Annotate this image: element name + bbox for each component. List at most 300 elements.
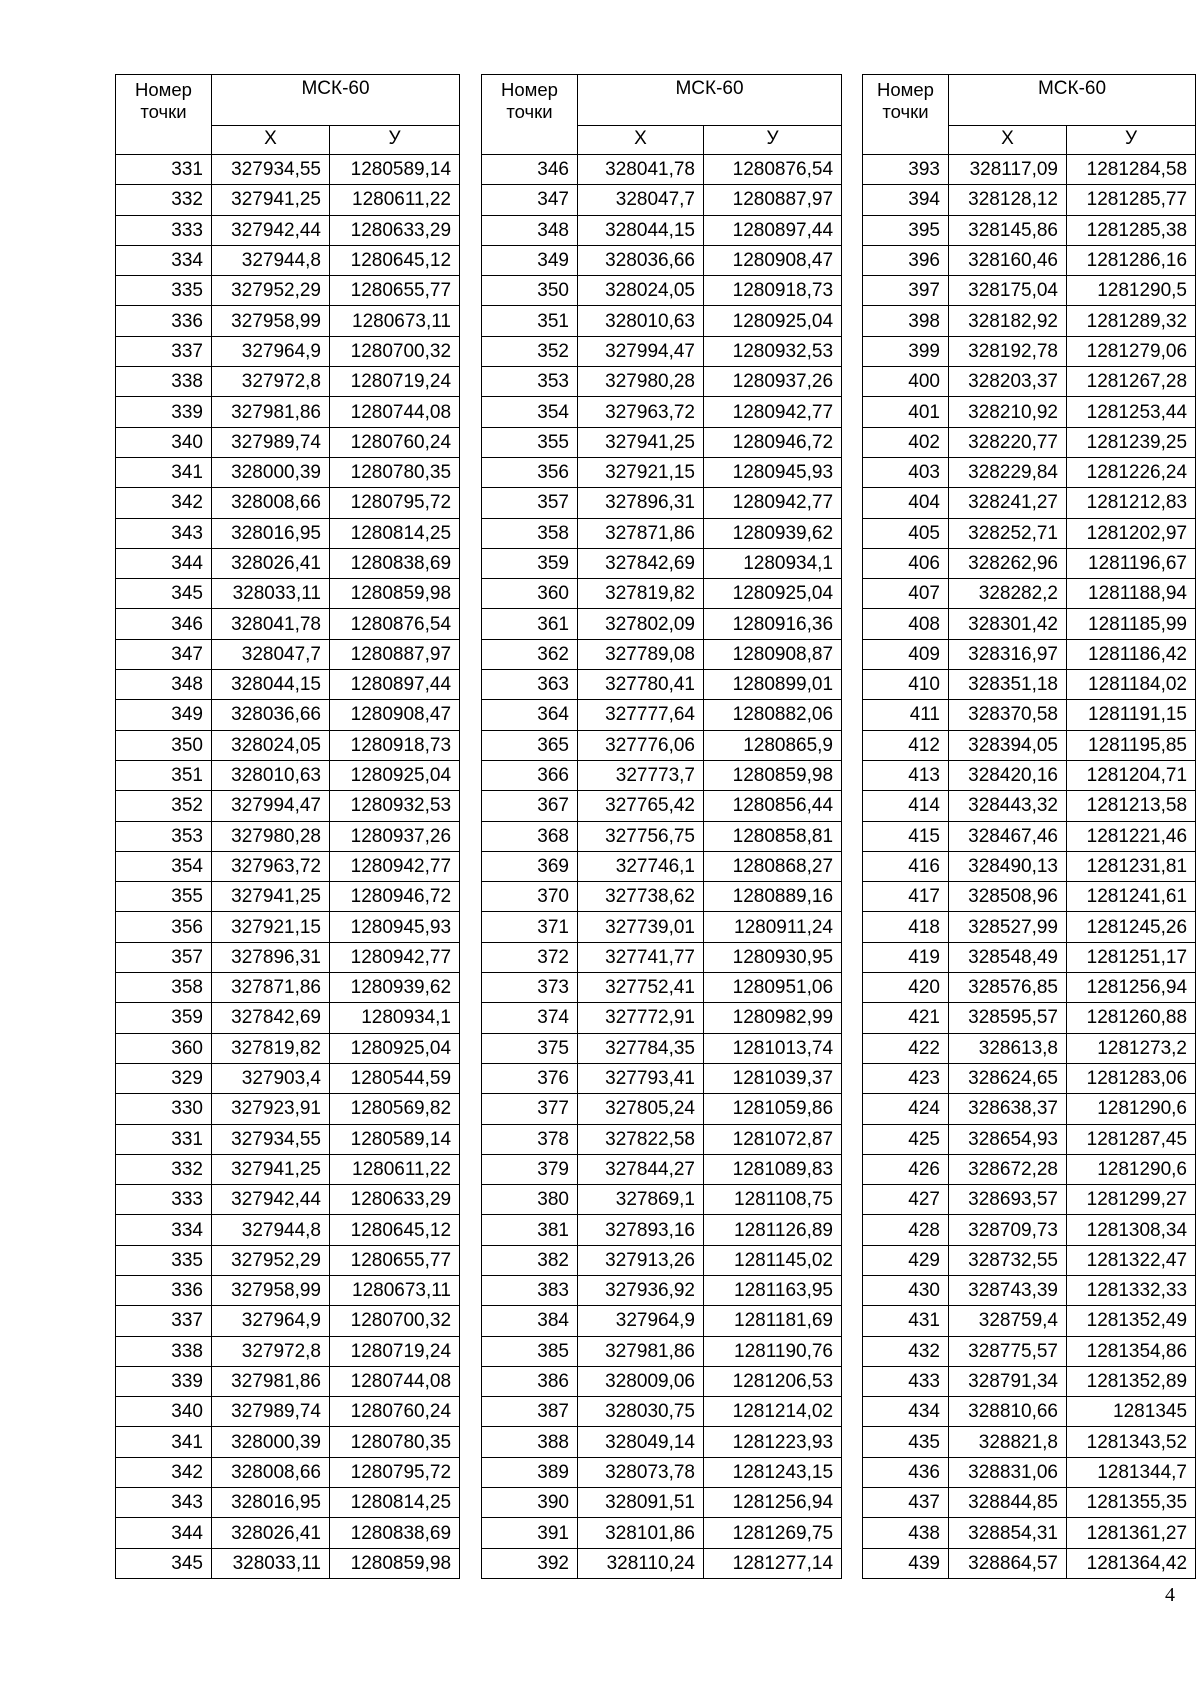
x-coordinate-cell: 327994,47	[578, 336, 704, 366]
y-header: У	[704, 126, 842, 155]
y-coordinate-cell: 1281299,27	[1067, 1185, 1196, 1215]
y-coordinate-cell: 1281352,49	[1067, 1306, 1196, 1336]
y-coordinate-cell: 1280700,32	[330, 1306, 460, 1336]
point-number-cell: 332	[116, 1154, 212, 1184]
point-number-cell: 348	[482, 215, 578, 245]
y-coordinate-cell: 1281184,02	[1067, 670, 1196, 700]
y-coordinate-cell: 1280942,77	[704, 488, 842, 518]
table-row	[482, 518, 842, 548]
table-row	[863, 215, 1196, 245]
y-coordinate-cell: 1281269,75	[704, 1518, 842, 1548]
x-coordinate-cell: 328351,18	[949, 670, 1067, 700]
table-row	[116, 700, 460, 730]
point-number-cell: 411	[863, 700, 949, 730]
point-number-cell: 344	[116, 548, 212, 578]
table-row	[482, 1336, 842, 1366]
point-number-cell: 403	[863, 457, 949, 487]
table-row	[863, 488, 1196, 518]
table-row	[116, 942, 460, 972]
table-row	[863, 912, 1196, 942]
y-coordinate-cell: 1280925,04	[330, 760, 460, 790]
x-coordinate-cell: 328693,57	[949, 1185, 1067, 1215]
point-number-cell: 360	[116, 1033, 212, 1063]
x-coordinate-cell: 327980,28	[578, 367, 704, 397]
y-coordinate-cell: 1281196,67	[1067, 548, 1196, 578]
x-coordinate-cell: 328864,57	[949, 1548, 1067, 1578]
y-coordinate-cell: 1281279,06	[1067, 336, 1196, 366]
y-coordinate-cell: 1280544,59	[330, 1063, 460, 1093]
point-number-cell: 402	[863, 427, 949, 457]
coordinates-table-1	[115, 74, 460, 1579]
point-number-cell: 365	[482, 730, 578, 760]
point-number-cell: 346	[482, 155, 578, 185]
x-coordinate-cell: 328624,65	[949, 1063, 1067, 1093]
point-number-cell: 437	[863, 1488, 949, 1518]
table-row	[116, 791, 460, 821]
y-coordinate-cell: 1281213,58	[1067, 791, 1196, 821]
point-number-cell: 335	[116, 276, 212, 306]
table-row	[116, 1275, 460, 1305]
table-row	[863, 1457, 1196, 1487]
table-row	[863, 1063, 1196, 1093]
x-coordinate-cell: 327842,69	[212, 1003, 330, 1033]
y-coordinate-cell: 1280925,04	[704, 306, 842, 336]
y-coordinate-cell: 1281013,74	[704, 1033, 842, 1063]
table-row	[482, 730, 842, 760]
point-number-cell: 338	[116, 367, 212, 397]
table-row	[863, 155, 1196, 185]
point-number-cell: 355	[116, 882, 212, 912]
x-coordinate-cell: 328024,05	[212, 730, 330, 760]
table-row	[116, 457, 460, 487]
y-coordinate-cell: 1281223,93	[704, 1427, 842, 1457]
x-coordinate-cell: 327942,44	[212, 215, 330, 245]
table-row	[482, 1033, 842, 1063]
table-row	[863, 367, 1196, 397]
x-coordinate-cell: 327934,55	[212, 155, 330, 185]
table-row	[863, 518, 1196, 548]
y-coordinate-cell: 1280760,24	[330, 1397, 460, 1427]
table-row	[482, 851, 842, 881]
point-number-cell: 360	[482, 579, 578, 609]
y-coordinate-cell: 1280908,47	[704, 245, 842, 275]
y-coordinate-cell: 1280942,77	[330, 942, 460, 972]
x-coordinate-cell: 327972,8	[212, 367, 330, 397]
y-coordinate-cell: 1281239,25	[1067, 427, 1196, 457]
table-row	[863, 973, 1196, 1003]
x-coordinate-cell: 328316,97	[949, 639, 1067, 669]
point-number-cell: 412	[863, 730, 949, 760]
x-coordinate-cell: 327981,86	[212, 397, 330, 427]
table-row	[863, 1275, 1196, 1305]
y-coordinate-cell: 1281089,83	[704, 1154, 842, 1184]
table-row	[116, 518, 460, 548]
x-coordinate-cell: 327805,24	[578, 1094, 704, 1124]
y-coordinate-cell: 1280865,9	[704, 730, 842, 760]
point-number-cell: 348	[116, 670, 212, 700]
page-number: 4	[1165, 1584, 1175, 1606]
table-row	[863, 427, 1196, 457]
y-coordinate-cell: 1280934,1	[330, 1003, 460, 1033]
x-coordinate-cell: 328301,42	[949, 609, 1067, 639]
x-coordinate-cell: 327819,82	[578, 579, 704, 609]
point-number-cell: 384	[482, 1306, 578, 1336]
x-coordinate-cell: 327989,74	[212, 1397, 330, 1427]
x-coordinate-cell: 327752,41	[578, 973, 704, 1003]
y-coordinate-cell: 1281285,38	[1067, 215, 1196, 245]
y-coordinate-cell: 1280838,69	[330, 1518, 460, 1548]
point-number-cell: 436	[863, 1457, 949, 1487]
y-coordinate-cell: 1281343,52	[1067, 1427, 1196, 1457]
point-number-cell: 408	[863, 609, 949, 639]
x-coordinate-cell: 327941,25	[212, 882, 330, 912]
point-number-cell: 340	[116, 1397, 212, 1427]
table-row	[863, 1215, 1196, 1245]
x-coordinate-cell: 327802,09	[578, 609, 704, 639]
point-number-cell: 410	[863, 670, 949, 700]
x-coordinate-cell: 327772,91	[578, 1003, 704, 1033]
x-coordinate-cell: 327765,42	[578, 791, 704, 821]
y-coordinate-cell: 1281221,46	[1067, 821, 1196, 851]
table-row	[482, 215, 842, 245]
y-coordinate-cell: 1280932,53	[330, 791, 460, 821]
y-coordinate-cell: 1280889,16	[704, 882, 842, 912]
x-coordinate-cell: 328791,34	[949, 1366, 1067, 1396]
table-row	[482, 1063, 842, 1093]
table-row	[116, 973, 460, 1003]
point-number-cell: 334	[116, 1215, 212, 1245]
table-row	[863, 1427, 1196, 1457]
x-coordinate-cell: 328282,2	[949, 579, 1067, 609]
point-number-cell: 359	[116, 1003, 212, 1033]
point-number-cell: 369	[482, 851, 578, 881]
x-coordinate-cell: 328047,7	[578, 185, 704, 215]
x-coordinate-cell: 327741,77	[578, 942, 704, 972]
x-coordinate-cell: 328047,7	[212, 639, 330, 669]
table-row	[482, 1185, 842, 1215]
point-number-cell: 389	[482, 1457, 578, 1487]
y-coordinate-cell: 1280719,24	[330, 1336, 460, 1366]
x-coordinate-cell: 328548,49	[949, 942, 1067, 972]
table-row	[116, 609, 460, 639]
table-row	[116, 1094, 460, 1124]
x-coordinate-cell: 327921,15	[578, 457, 704, 487]
y-coordinate-cell: 1281286,16	[1067, 245, 1196, 275]
table-row	[863, 457, 1196, 487]
table-row	[863, 1094, 1196, 1124]
table-row	[482, 245, 842, 275]
point-number-cell: 370	[482, 882, 578, 912]
point-number-cell: 423	[863, 1063, 949, 1093]
system-header: МСК-60	[949, 75, 1196, 126]
point-number-cell: 366	[482, 760, 578, 790]
point-number-cell: 349	[482, 245, 578, 275]
table-row	[863, 670, 1196, 700]
point-number-cell: 420	[863, 973, 949, 1003]
x-coordinate-cell: 327819,82	[212, 1033, 330, 1063]
y-coordinate-cell: 1280939,62	[330, 973, 460, 1003]
point-number-cell: 430	[863, 1275, 949, 1305]
x-coordinate-cell: 327964,9	[578, 1306, 704, 1336]
point-number-cell: 394	[863, 185, 949, 215]
y-coordinate-cell: 1280925,04	[330, 1033, 460, 1063]
point-number-cell: 417	[863, 882, 949, 912]
x-coordinate-cell: 327936,92	[578, 1275, 704, 1305]
x-coordinate-cell: 328192,78	[949, 336, 1067, 366]
y-coordinate-cell: 1280744,08	[330, 1366, 460, 1396]
x-coordinate-cell: 327789,08	[578, 639, 704, 669]
x-coordinate-cell: 328033,11	[212, 579, 330, 609]
x-coordinate-cell: 328024,05	[578, 276, 704, 306]
table-row	[863, 791, 1196, 821]
point-number-cell: 432	[863, 1336, 949, 1366]
point-number-cell: 332	[116, 185, 212, 215]
point-number-cell: 351	[482, 306, 578, 336]
point-number-cell: 422	[863, 1033, 949, 1063]
point-number-cell: 373	[482, 973, 578, 1003]
table-row	[482, 1548, 842, 1578]
point-number-cell: 376	[482, 1063, 578, 1093]
point-number-cell: 336	[116, 1275, 212, 1305]
point-number-cell: 343	[116, 518, 212, 548]
x-coordinate-cell: 328210,92	[949, 397, 1067, 427]
x-coordinate-cell: 328743,39	[949, 1275, 1067, 1305]
table-row	[482, 1397, 842, 1427]
table-row	[482, 1306, 842, 1336]
table-row	[116, 1548, 460, 1578]
point-number-cell: 434	[863, 1397, 949, 1427]
point-number-cell: 344	[116, 1518, 212, 1548]
y-coordinate-cell: 1281039,37	[704, 1063, 842, 1093]
point-number-cell: 342	[116, 488, 212, 518]
point-number-cell: 339	[116, 1366, 212, 1396]
x-coordinate-cell: 328229,84	[949, 457, 1067, 487]
table-row	[863, 336, 1196, 366]
x-coordinate-cell: 328420,16	[949, 760, 1067, 790]
x-coordinate-cell: 328654,93	[949, 1124, 1067, 1154]
y-coordinate-cell: 1281283,06	[1067, 1063, 1196, 1093]
point-number-cell: 400	[863, 367, 949, 397]
x-coordinate-cell: 328394,05	[949, 730, 1067, 760]
table-row	[116, 760, 460, 790]
x-coordinate-cell: 328810,66	[949, 1397, 1067, 1427]
point-number-cell: 371	[482, 912, 578, 942]
y-coordinate-cell: 1280908,87	[704, 639, 842, 669]
table-row	[863, 245, 1196, 275]
point-number-cell: 424	[863, 1094, 949, 1124]
y-coordinate-cell: 1280645,12	[330, 245, 460, 275]
y-coordinate-cell: 1280780,35	[330, 1427, 460, 1457]
point-number-cell: 429	[863, 1245, 949, 1275]
x-coordinate-cell: 328145,86	[949, 215, 1067, 245]
y-coordinate-cell: 1280780,35	[330, 457, 460, 487]
point-number-cell: 347	[116, 639, 212, 669]
table-row	[863, 185, 1196, 215]
point-number-cell: 361	[482, 609, 578, 639]
y-coordinate-cell: 1281126,89	[704, 1215, 842, 1245]
y-coordinate-cell: 1281206,53	[704, 1366, 842, 1396]
y-coordinate-cell: 1280859,98	[330, 1548, 460, 1578]
y-coordinate-cell: 1280589,14	[330, 155, 460, 185]
table-row	[482, 276, 842, 306]
x-coordinate-cell: 327934,55	[212, 1124, 330, 1154]
y-header: У	[330, 126, 460, 155]
point-number-cell: 363	[482, 670, 578, 700]
y-coordinate-cell: 1280760,24	[330, 427, 460, 457]
y-coordinate-cell: 1280911,24	[704, 912, 842, 942]
table-row	[863, 942, 1196, 972]
table-row	[482, 457, 842, 487]
y-coordinate-cell: 1281285,77	[1067, 185, 1196, 215]
table-row	[482, 670, 842, 700]
table-row	[482, 1457, 842, 1487]
table-row	[863, 1154, 1196, 1184]
point-number-cell: 335	[116, 1245, 212, 1275]
table-row	[116, 821, 460, 851]
point-number-cell: 393	[863, 155, 949, 185]
point-number-cell: 406	[863, 548, 949, 578]
x-coordinate-cell: 328026,41	[212, 1518, 330, 1548]
table-row	[116, 1457, 460, 1487]
table-row	[116, 1488, 460, 1518]
table-row	[863, 1366, 1196, 1396]
x-coordinate-cell: 327989,74	[212, 427, 330, 457]
x-coordinate-cell: 327944,8	[212, 245, 330, 275]
x-coordinate-cell: 328759,4	[949, 1306, 1067, 1336]
point-number-cell: 421	[863, 1003, 949, 1033]
table-row	[116, 1245, 460, 1275]
x-coordinate-cell: 327896,31	[212, 942, 330, 972]
y-coordinate-cell: 1281290,6	[1067, 1094, 1196, 1124]
table-row	[116, 1003, 460, 1033]
y-coordinate-cell: 1281361,27	[1067, 1518, 1196, 1548]
point-number-cell: 367	[482, 791, 578, 821]
table-row	[482, 639, 842, 669]
point-number-cell: 374	[482, 1003, 578, 1033]
table-row	[116, 245, 460, 275]
x-coordinate-cell: 327981,86	[212, 1366, 330, 1396]
y-coordinate-cell: 1281163,95	[704, 1275, 842, 1305]
point-number-cell: 385	[482, 1336, 578, 1366]
x-coordinate-cell: 327972,8	[212, 1336, 330, 1366]
point-number-cell: 428	[863, 1215, 949, 1245]
y-coordinate-cell: 1281344,7	[1067, 1457, 1196, 1487]
x-coordinate-cell: 328049,14	[578, 1427, 704, 1457]
table-row	[482, 1275, 842, 1305]
y-coordinate-cell: 1281190,76	[704, 1336, 842, 1366]
point-number-cell: 439	[863, 1548, 949, 1578]
point-number-cell: 353	[482, 367, 578, 397]
y-coordinate-cell: 1280945,93	[330, 912, 460, 942]
y-coordinate-cell: 1281355,35	[1067, 1488, 1196, 1518]
y-coordinate-cell: 1281354,86	[1067, 1336, 1196, 1366]
x-coordinate-cell: 327777,64	[578, 700, 704, 730]
y-coordinate-cell: 1280655,77	[330, 276, 460, 306]
x-coordinate-cell: 328443,32	[949, 791, 1067, 821]
table-row	[863, 760, 1196, 790]
x-coordinate-cell: 328576,85	[949, 973, 1067, 1003]
y-coordinate-cell: 1281072,87	[704, 1124, 842, 1154]
table-row	[116, 336, 460, 366]
x-coordinate-cell: 328044,15	[578, 215, 704, 245]
x-coordinate-cell: 328016,95	[212, 1488, 330, 1518]
x-coordinate-cell: 328854,31	[949, 1518, 1067, 1548]
y-coordinate-cell: 1280569,82	[330, 1094, 460, 1124]
table-row	[482, 1518, 842, 1548]
x-coordinate-cell: 328613,8	[949, 1033, 1067, 1063]
y-coordinate-cell: 1281260,88	[1067, 1003, 1196, 1033]
y-coordinate-cell: 1280876,54	[704, 155, 842, 185]
x-coordinate-cell: 327913,26	[578, 1245, 704, 1275]
y-coordinate-cell: 1281191,15	[1067, 700, 1196, 730]
y-coordinate-cell: 1280925,04	[704, 579, 842, 609]
y-coordinate-cell: 1280876,54	[330, 609, 460, 639]
x-header: Х	[578, 126, 704, 155]
x-coordinate-cell: 328262,96	[949, 548, 1067, 578]
x-coordinate-cell: 327964,9	[212, 336, 330, 366]
x-coordinate-cell: 328036,66	[578, 245, 704, 275]
x-coordinate-cell: 327964,9	[212, 1306, 330, 1336]
x-coordinate-cell: 327958,99	[212, 306, 330, 336]
x-coordinate-cell: 327921,15	[212, 912, 330, 942]
y-coordinate-cell: 1280946,72	[330, 882, 460, 912]
point-number-cell: 368	[482, 821, 578, 851]
point-number-cell: 414	[863, 791, 949, 821]
table-row	[482, 336, 842, 366]
x-coordinate-cell: 328117,09	[949, 155, 1067, 185]
y-coordinate-cell: 1281059,86	[704, 1094, 842, 1124]
x-coordinate-cell: 327994,47	[212, 791, 330, 821]
table-row	[116, 730, 460, 760]
y-coordinate-cell: 1281256,94	[704, 1488, 842, 1518]
y-coordinate-cell: 1280856,44	[704, 791, 842, 821]
point-number-cell: 346	[116, 609, 212, 639]
x-coordinate-cell: 328220,77	[949, 427, 1067, 457]
x-coordinate-cell: 327746,1	[578, 851, 704, 881]
point-number-cell: 339	[116, 397, 212, 427]
table-row	[116, 1366, 460, 1396]
point-number-cell: 331	[116, 155, 212, 185]
table-row	[116, 306, 460, 336]
y-coordinate-cell: 1281352,89	[1067, 1366, 1196, 1396]
point-number-cell: 387	[482, 1397, 578, 1427]
x-coordinate-cell: 327942,44	[212, 1185, 330, 1215]
point-number-cell: 405	[863, 518, 949, 548]
table-row	[116, 185, 460, 215]
coordinates-table-2	[481, 74, 842, 1579]
y-coordinate-cell: 1280899,01	[704, 670, 842, 700]
y-coordinate-cell: 1280673,11	[330, 1275, 460, 1305]
table-row	[482, 1488, 842, 1518]
y-coordinate-cell: 1281204,71	[1067, 760, 1196, 790]
point-number-cell: 381	[482, 1215, 578, 1245]
table-row	[116, 1185, 460, 1215]
x-coordinate-cell: 328844,85	[949, 1488, 1067, 1518]
table-row	[116, 397, 460, 427]
point-number-cell: 352	[116, 791, 212, 821]
y-coordinate-cell: 1281243,15	[704, 1457, 842, 1487]
y-header: У	[1067, 126, 1196, 155]
x-coordinate-cell: 328009,06	[578, 1366, 704, 1396]
point-number-cell: 336	[116, 306, 212, 336]
y-coordinate-cell: 1280916,36	[704, 609, 842, 639]
point-number-cell: 375	[482, 1033, 578, 1063]
y-coordinate-cell: 1280814,25	[330, 1488, 460, 1518]
table-row	[863, 1518, 1196, 1548]
x-coordinate-cell: 327893,16	[578, 1215, 704, 1245]
table-row	[482, 185, 842, 215]
x-coordinate-cell: 327822,58	[578, 1124, 704, 1154]
